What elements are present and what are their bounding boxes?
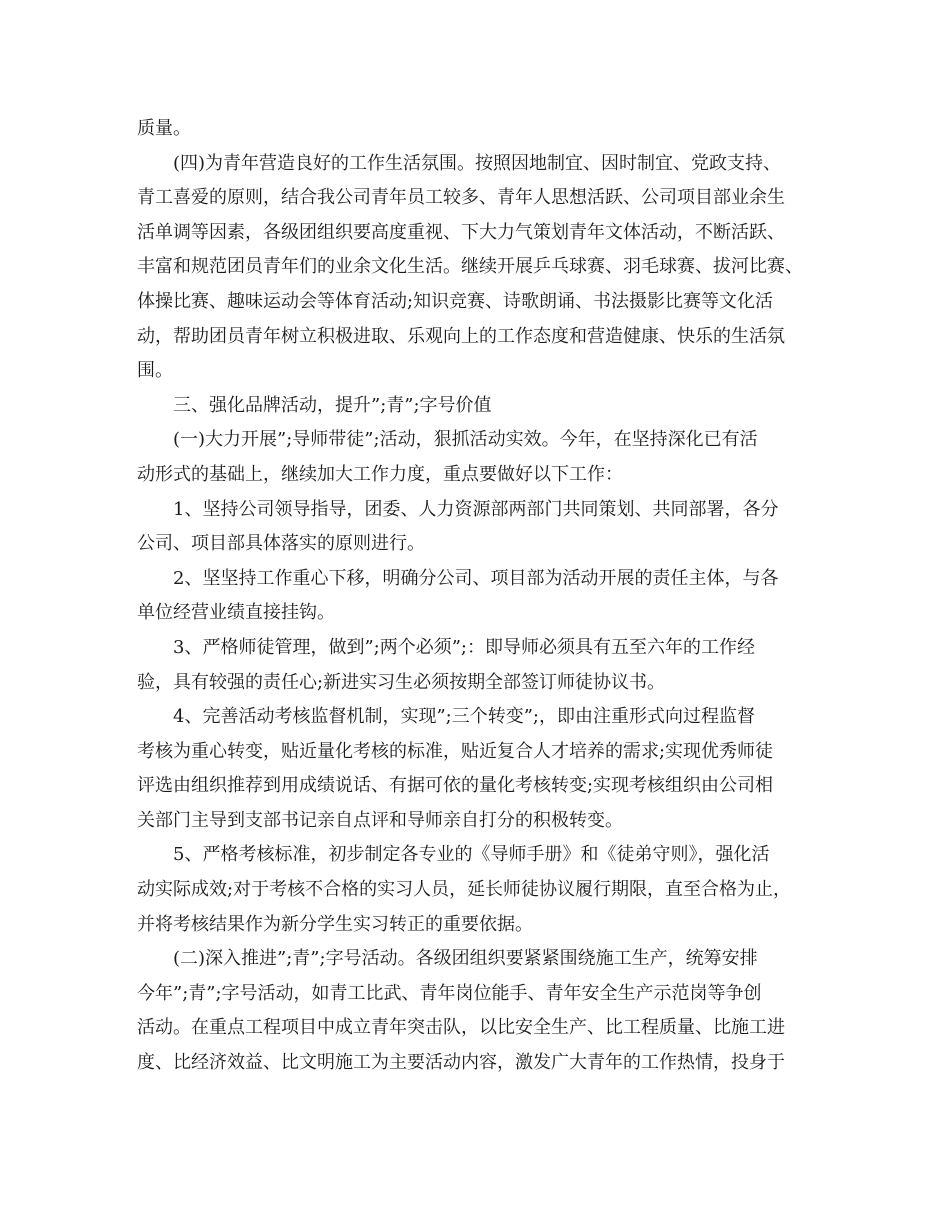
document-body bbox=[137, 112, 815, 1081]
text-line: (一)大力开展”;导师带徒”;活动，狠抓活动实效。今年，在坚持深化已有活 bbox=[173, 429, 758, 451]
text-line: 质量。 bbox=[137, 118, 191, 139]
text-line: 丰富和规范团员青年们的业余文化生活。继续开展乒乓球赛、羽毛球赛、拔河比赛、 bbox=[137, 256, 803, 278]
text-line: 围。 bbox=[137, 360, 173, 382]
text-line: 2、坚坚持工作重心下移，明确分公司、项目部为活动开展的责任主体，与各 bbox=[173, 567, 779, 589]
text-line: 活动。在重点工程项目中成立青年突击队，以比安全生产、比工程质量、比施工进 bbox=[137, 1017, 785, 1039]
text-line: 活单调等因素，各级团组织要高度重视、下大力气策划青年文体活动，不断活跃、 bbox=[137, 221, 785, 243]
text-line: 关部门主导到支部书记亲自点评和导师亲自打分的积极转变。 bbox=[137, 809, 623, 831]
text-line: 动，帮助团员青年树立积极进取、乐观向上的工作态度和营造健康、快乐的生活氛 bbox=[137, 325, 785, 347]
text-line: 动形式的基础上，继续加大工作力度，重点要做好以下工作： bbox=[137, 463, 623, 485]
text-line: 3、严格师徒管理，做到”;两个必须”;：即导师必须具有五至六年的工作经 bbox=[173, 636, 755, 658]
text-line: (四)为青年营造良好的工作生活氛围。按照因地制宜、因时制宜、党政支持、 bbox=[173, 152, 782, 174]
text-line: 动实际成效;对于考核不合格的实习人员，延长师徒协议履行期限，直至合格为止， bbox=[137, 879, 792, 901]
text-line: 公司、项目部具体落实的原则进行。 bbox=[137, 533, 425, 555]
text-line: 1、坚持公司领导指导，团委、人力资源部两部门共同策划、共同部署，各分 bbox=[173, 498, 779, 520]
text-line: 验，具有较强的责任心;新进实习生必须按期全部签订师徒协议书。 bbox=[137, 671, 666, 693]
text-line: 评选由组织推荐到用成绩说话、有据可依的量化考核转变;实现考核组织由公司相 bbox=[137, 775, 774, 797]
text-line: 青工喜爱的原则，结合我公司青年员工较多、青年人思想活跃、公司项目部业余生 bbox=[137, 187, 785, 209]
text-line: 三、强化品牌活动，提升”;青”;字号价值 bbox=[173, 394, 492, 416]
text-line: 考核为重心转变，贴近量化考核的标准，贴近复合人才培养的需求;实现优秀师徒 bbox=[137, 740, 774, 762]
text-line: 5、严格考核标准，初步制定各专业的《导师手册》和《徒弟守则》，强化活 bbox=[173, 844, 770, 866]
text-line: (二)深入推进”;青”;字号活动。各级团组织要紧紧围绕施工生产，统筹安排 bbox=[173, 948, 758, 970]
text-line: 体操比赛、趣味运动会等体育活动;知识竞赛、诗歌朗诵、书法摄影比赛等文化活 bbox=[137, 290, 774, 312]
text-line: 度、比经济效益、比文明施工为主要活动内容，激发广大青年的工作热情，投身于 bbox=[137, 1052, 785, 1074]
text-line: 4、完善活动考核监督机制，实现”;三个转变”;，即由注重形式向过程监督 bbox=[173, 706, 755, 728]
text-line: 今年”;青”;字号活动，如青工比武、青年岗位能手、青年安全生产示范岗等争创 bbox=[137, 982, 762, 1004]
text-line: 单位经营业绩直接挂钩。 bbox=[137, 602, 335, 624]
text-line: 并将考核结果作为新分学生实习转正的重要依据。 bbox=[137, 913, 533, 935]
